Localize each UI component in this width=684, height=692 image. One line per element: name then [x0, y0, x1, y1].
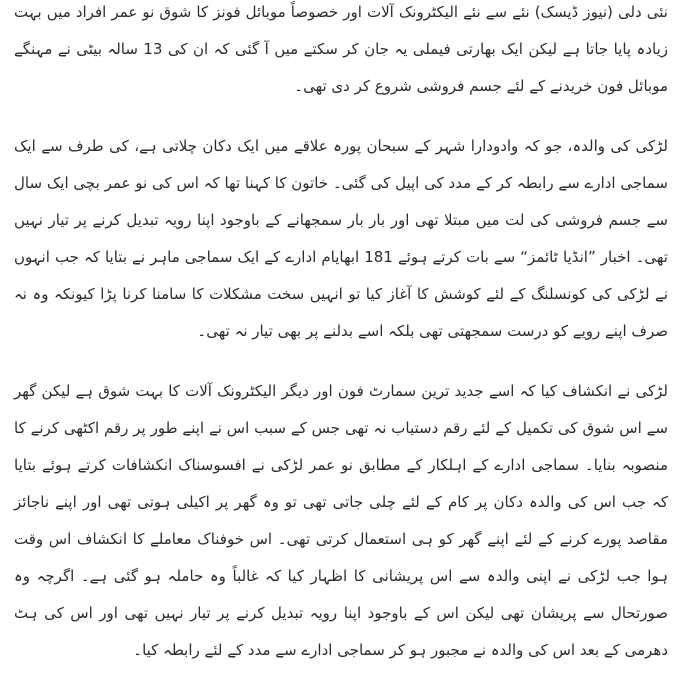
article-paragraph-revelation: لڑکی نے انکشاف کیا کہ اسے جدید ترین سمارٹ فون اور دیگر الیکٹرونک آلات کا بہت شوق ہے لیکن گھر سے اس شوق کی تکمیل کے لئے رقم دستیاب نہ تھی جس کے سبب اس نے اپنے طور پر رقم اکٹھی کرنے کا منصوبہ بنایا۔ سماجی ادارے کے اہلکار کے مطابق نو عمر لڑکی نے افسوسناک انکشافات کرتے ہوئے بتایا کہ جب اس کی والدہ دکان پر کام کے لئے چلی جاتی تھی تو وہ گھر پر اکیلی ہوتی تھی اور اپنے ناجائز مقاصد پورے کرنے کے لئے اپنے گھر کو ہی استعمال کرتی تھی۔ اس خوفناک معاملے کا انکشاف اس وقت ہوا جب لڑکی نے اپنی والدہ سے اس پریشانی کا اظہار کیا کہ غالباً وہ حاملہ ہو گئی ہے۔ اگرچہ وہ صورتحال سے پریشان تھی لیکن اس کے باوجود اپنا رویہ تبدیل کرنے پر تیار نہیں تھی اور اس کی ہٹ دھرمی کے بعد اس کی والدہ نے مجبور ہو کر سماجی ادارے سے مدد کے لئے رابطہ کیا۔: [14, 382, 668, 659]
article-paragraph-mother-appeal: لڑکی کی والدہ، جو کہ وادودارا شہر کے سبحان پورہ علاقے میں ایک دکان چلاتی ہے، کی طرف سے ایک سماجی ادارے سے رابطہ کر کے مدد کی اپیل کی گئی۔ خاتون کا کہنا تھا کہ اس کی نو عمر بچی ایک سال سے جسم فروشی کی لت میں مبتلا تھی اور بار بار سمجھانے کے باوجود اپنا رویہ تبدیل کرنے پر تیار نہیں تھی۔ اخبار ”انڈیا ٹائمز“ سے بات کرتے ہوئے 181 ابھایام ادارے کے ایک سماجی ماہر نے بتایا کہ جب انہوں نے لڑکی کی کونسلنگ کے لئے کوشش کا آغاز کیا تو انہیں سخت مشکلات کا سامنا کرنا پڑا کیونکہ وہ نہ صرف اپنے رویے کو درست سمجھتی تھی بلکہ اسے بدلنے پر بھی تیار نہ تھی۔: [14, 137, 668, 340]
article-paragraph-intro: نئی دلی (نیوز ڈیسک) نئے سے نئے الیکٹرونک آلات اور خصوصاً موبائل فونز کا شوق نو عمر افراد میں بہت زیادہ پایا جاتا ہے لیکن ایک بھارتی فیملی یہ جان کر سکتے میں آ گئی کہ ان کی 13 سالہ بیٹی نے مہنگے موبائل فون خریدنے کے لئے جسم فروشی شروع کر دی تھی۔: [14, 3, 669, 95]
article-body: [14, 0, 668, 692]
